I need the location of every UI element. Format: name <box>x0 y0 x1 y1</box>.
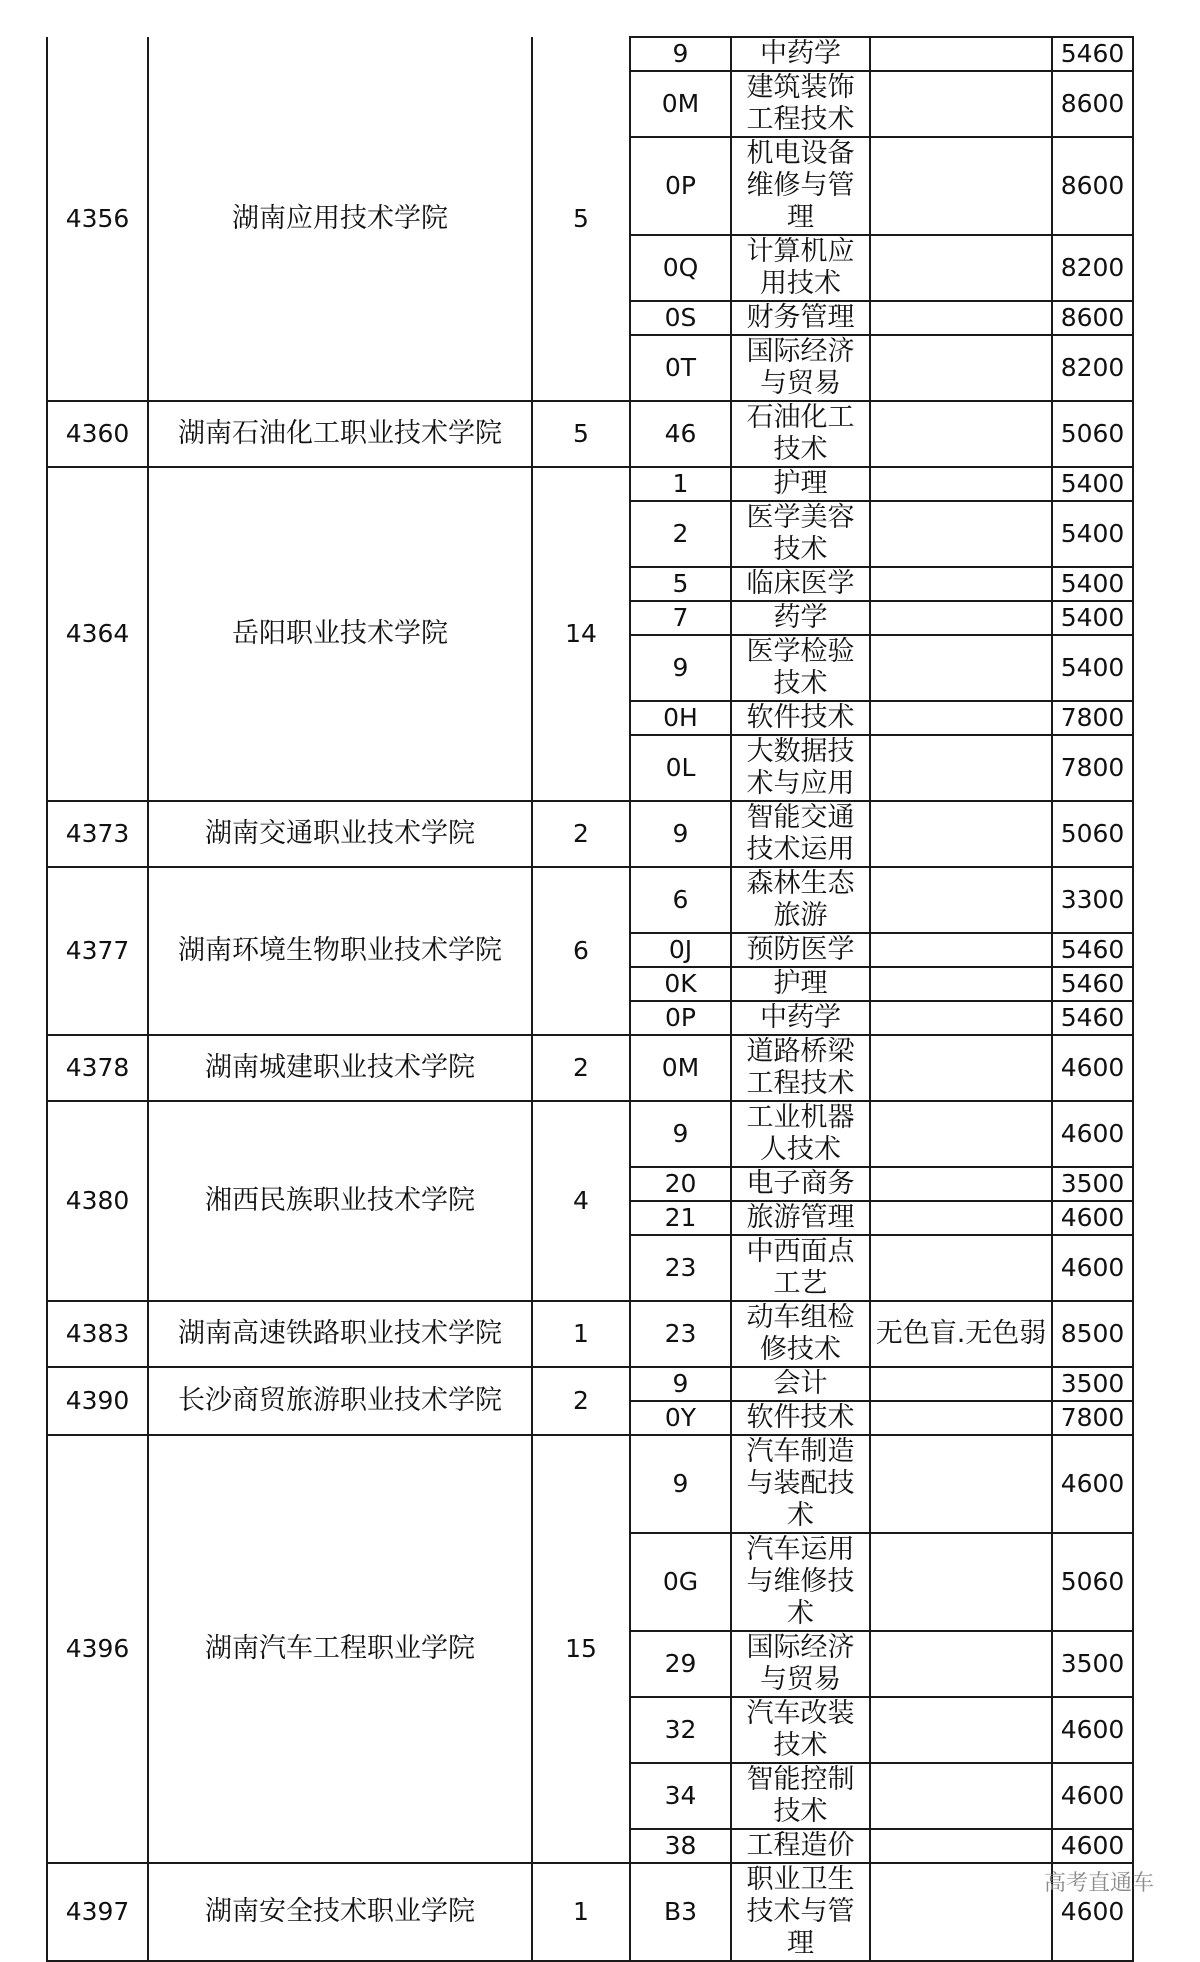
tuition-fee: 4600 <box>1052 1201 1133 1235</box>
table-row <box>47 867 1133 933</box>
major-code: 7 <box>630 601 731 635</box>
major-note <box>870 501 1052 567</box>
major-code: 32 <box>630 1697 731 1763</box>
admission-table <box>46 36 1134 1962</box>
major-code: 9 <box>630 801 731 867</box>
school-code: 4396 <box>47 1435 148 1863</box>
major-name: 护理 <box>731 967 870 1001</box>
tuition-fee: 4600 <box>1052 1763 1133 1829</box>
major-code: 29 <box>630 1631 731 1697</box>
tuition-fee: 3500 <box>1052 1367 1133 1401</box>
major-note <box>870 1697 1052 1763</box>
school-code: 4397 <box>47 1863 148 1961</box>
plan-count: 5 <box>532 37 630 401</box>
plan-count: 15 <box>532 1435 630 1863</box>
major-note <box>870 601 1052 635</box>
major-note <box>870 137 1052 235</box>
major-note <box>870 1829 1052 1863</box>
major-note: 无色盲.无色弱 <box>870 1301 1052 1367</box>
major-code: 21 <box>630 1201 731 1235</box>
tuition-fee: 4600 <box>1052 1829 1133 1863</box>
major-name: 临床医学 <box>731 567 870 601</box>
plan-count: 4 <box>532 1101 630 1301</box>
major-code: B3 <box>630 1863 731 1961</box>
major-note <box>870 37 1052 71</box>
major-name: 预防医学 <box>731 933 870 967</box>
tuition-fee: 5400 <box>1052 601 1133 635</box>
major-name: 汽车改装技术 <box>731 1697 870 1763</box>
major-name: 中西面点工艺 <box>731 1235 870 1301</box>
major-note <box>870 1631 1052 1697</box>
major-code: 34 <box>630 1763 731 1829</box>
major-note <box>870 1401 1052 1435</box>
major-name: 智能控制技术 <box>731 1763 870 1829</box>
major-code: 9 <box>630 37 731 71</box>
major-name: 森林生态旅游 <box>731 867 870 933</box>
major-code: 0K <box>630 967 731 1001</box>
major-code: 0Q <box>630 235 731 301</box>
major-note <box>870 1435 1052 1533</box>
school-name: 湖南环境生物职业技术学院 <box>148 867 532 1035</box>
major-note <box>870 567 1052 601</box>
major-code: 0P <box>630 137 731 235</box>
major-name: 国际经济与贸易 <box>731 335 870 401</box>
major-code: 9 <box>630 1435 731 1533</box>
major-name: 中药学 <box>731 37 870 71</box>
tuition-fee: 4600 <box>1052 1101 1133 1167</box>
major-code: 9 <box>630 635 731 701</box>
tuition-fee: 7800 <box>1052 701 1133 735</box>
major-name: 机电设备维修与管理 <box>731 137 870 235</box>
major-code: 0Y <box>630 1401 731 1435</box>
school-code: 4360 <box>47 401 148 467</box>
plan-count: 5 <box>532 401 630 467</box>
major-name: 医学检验技术 <box>731 635 870 701</box>
school-code: 4378 <box>47 1035 148 1101</box>
major-name: 软件技术 <box>731 701 870 735</box>
major-note <box>870 701 1052 735</box>
tuition-fee: 7800 <box>1052 1401 1133 1435</box>
tuition-fee: 5060 <box>1052 1533 1133 1631</box>
school-name: 湖南汽车工程职业学院 <box>148 1435 532 1863</box>
major-note <box>870 635 1052 701</box>
tuition-fee: 5400 <box>1052 567 1133 601</box>
major-code: 0T <box>630 335 731 401</box>
major-name: 建筑装饰工程技术 <box>731 71 870 137</box>
school-name: 湖南高速铁路职业技术学院 <box>148 1301 532 1367</box>
major-name: 智能交通技术运用 <box>731 801 870 867</box>
major-code: 9 <box>630 1101 731 1167</box>
table-row <box>47 1435 1133 1533</box>
major-name: 大数据技术与应用 <box>731 735 870 801</box>
major-code: 46 <box>630 401 731 467</box>
plan-count: 2 <box>532 1367 630 1435</box>
table-row <box>47 1367 1133 1401</box>
major-name: 工业机器人技术 <box>731 1101 870 1167</box>
major-code: 23 <box>630 1235 731 1301</box>
major-note <box>870 1235 1052 1301</box>
major-code: 0S <box>630 301 731 335</box>
major-note <box>870 235 1052 301</box>
school-name: 湖南安全技术职业学院 <box>148 1863 532 1961</box>
major-note <box>870 1101 1052 1167</box>
major-code: 38 <box>630 1829 731 1863</box>
tuition-fee: 5060 <box>1052 401 1133 467</box>
tuition-fee: 8200 <box>1052 335 1133 401</box>
major-note <box>870 1533 1052 1631</box>
major-name: 会计 <box>731 1367 870 1401</box>
tuition-fee: 4600 <box>1052 1035 1133 1101</box>
tuition-fee: 4600 <box>1052 1235 1133 1301</box>
major-name: 汽车运用与维修技术 <box>731 1533 870 1631</box>
plan-count: 1 <box>532 1863 630 1961</box>
table-row <box>47 1101 1133 1167</box>
major-note <box>870 967 1052 1001</box>
tuition-fee: 3500 <box>1052 1631 1133 1697</box>
major-name: 旅游管理 <box>731 1201 870 1235</box>
major-code: 0M <box>630 1035 731 1101</box>
major-code: 20 <box>630 1167 731 1201</box>
major-name: 药学 <box>731 601 870 635</box>
tuition-fee: 7800 <box>1052 735 1133 801</box>
tuition-fee: 5460 <box>1052 1001 1133 1035</box>
major-name: 财务管理 <box>731 301 870 335</box>
tuition-fee: 3300 <box>1052 867 1133 933</box>
school-code: 4390 <box>47 1367 148 1435</box>
major-note <box>870 1763 1052 1829</box>
tuition-fee: 5460 <box>1052 933 1133 967</box>
major-note <box>870 71 1052 137</box>
major-name: 工程造价 <box>731 1829 870 1863</box>
major-note <box>870 933 1052 967</box>
school-code: 4380 <box>47 1101 148 1301</box>
tuition-fee: 5400 <box>1052 467 1133 501</box>
major-code: 0J <box>630 933 731 967</box>
major-note <box>870 301 1052 335</box>
table-row <box>47 467 1133 501</box>
tuition-fee: 8500 <box>1052 1301 1133 1367</box>
major-note <box>870 1201 1052 1235</box>
school-name: 湖南交通职业技术学院 <box>148 801 532 867</box>
major-code: 9 <box>630 1367 731 1401</box>
school-name: 湘西民族职业技术学院 <box>148 1101 532 1301</box>
major-code: 2 <box>630 501 731 567</box>
plan-count: 6 <box>532 867 630 1035</box>
tuition-fee: 5460 <box>1052 967 1133 1001</box>
watermark: 高考直通车 <box>1043 1871 1154 1896</box>
major-code: 0M <box>630 71 731 137</box>
tuition-fee: 4600 <box>1052 1435 1133 1533</box>
table-row <box>47 401 1133 467</box>
major-name: 汽车制造与装配技术 <box>731 1435 870 1533</box>
major-note <box>870 401 1052 467</box>
school-code: 4377 <box>47 867 148 1035</box>
major-code: 0G <box>630 1533 731 1631</box>
school-code: 4373 <box>47 801 148 867</box>
major-code: 1 <box>630 467 731 501</box>
school-code: 4356 <box>47 37 148 401</box>
major-name: 国际经济与贸易 <box>731 1631 870 1697</box>
major-note <box>870 801 1052 867</box>
major-name: 职业卫生技术与管理 <box>731 1863 870 1961</box>
major-note <box>870 867 1052 933</box>
school-name: 长沙商贸旅游职业技术学院 <box>148 1367 532 1435</box>
school-code: 4364 <box>47 467 148 801</box>
table-row <box>47 37 1133 71</box>
table-row <box>47 1301 1133 1367</box>
school-name: 湖南应用技术学院 <box>148 37 532 401</box>
major-code: 0L <box>630 735 731 801</box>
table-row <box>47 1035 1133 1101</box>
tuition-fee: 8600 <box>1052 301 1133 335</box>
tuition-fee: 8600 <box>1052 137 1133 235</box>
major-code: 6 <box>630 867 731 933</box>
table-row <box>47 1863 1133 1961</box>
major-name: 道路桥梁工程技术 <box>731 1035 870 1101</box>
tuition-fee: 4600 <box>1052 1697 1133 1763</box>
tuition-fee: 4600 <box>1052 1863 1133 1961</box>
tuition-fee: 8200 <box>1052 235 1133 301</box>
major-note <box>870 1167 1052 1201</box>
major-note <box>870 467 1052 501</box>
major-code: 0H <box>630 701 731 735</box>
school-name: 湖南石油化工职业技术学院 <box>148 401 532 467</box>
major-name: 医学美容技术 <box>731 501 870 567</box>
major-note <box>870 1367 1052 1401</box>
major-code: 0P <box>630 1001 731 1035</box>
major-name: 护理 <box>731 467 870 501</box>
tuition-fee: 5460 <box>1052 37 1133 71</box>
school-name: 岳阳职业技术学院 <box>148 467 532 801</box>
tuition-fee: 5400 <box>1052 635 1133 701</box>
major-name: 石油化工技术 <box>731 401 870 467</box>
major-name: 动车组检修技术 <box>731 1301 870 1367</box>
major-code: 23 <box>630 1301 731 1367</box>
major-note <box>870 1035 1052 1101</box>
major-note <box>870 1863 1052 1961</box>
plan-count: 2 <box>532 801 630 867</box>
plan-count: 1 <box>532 1301 630 1367</box>
school-name: 湖南城建职业技术学院 <box>148 1035 532 1101</box>
major-name: 电子商务 <box>731 1167 870 1201</box>
major-code: 5 <box>630 567 731 601</box>
tuition-fee: 5060 <box>1052 801 1133 867</box>
tuition-fee: 3500 <box>1052 1167 1133 1201</box>
major-note <box>870 735 1052 801</box>
major-note <box>870 1001 1052 1035</box>
major-name: 中药学 <box>731 1001 870 1035</box>
tuition-fee: 5400 <box>1052 501 1133 567</box>
major-note <box>870 335 1052 401</box>
major-name: 软件技术 <box>731 1401 870 1435</box>
tuition-fee: 8600 <box>1052 71 1133 137</box>
plan-count: 14 <box>532 467 630 801</box>
school-code: 4383 <box>47 1301 148 1367</box>
plan-count: 2 <box>532 1035 630 1101</box>
table-row <box>47 801 1133 867</box>
major-name: 计算机应用技术 <box>731 235 870 301</box>
